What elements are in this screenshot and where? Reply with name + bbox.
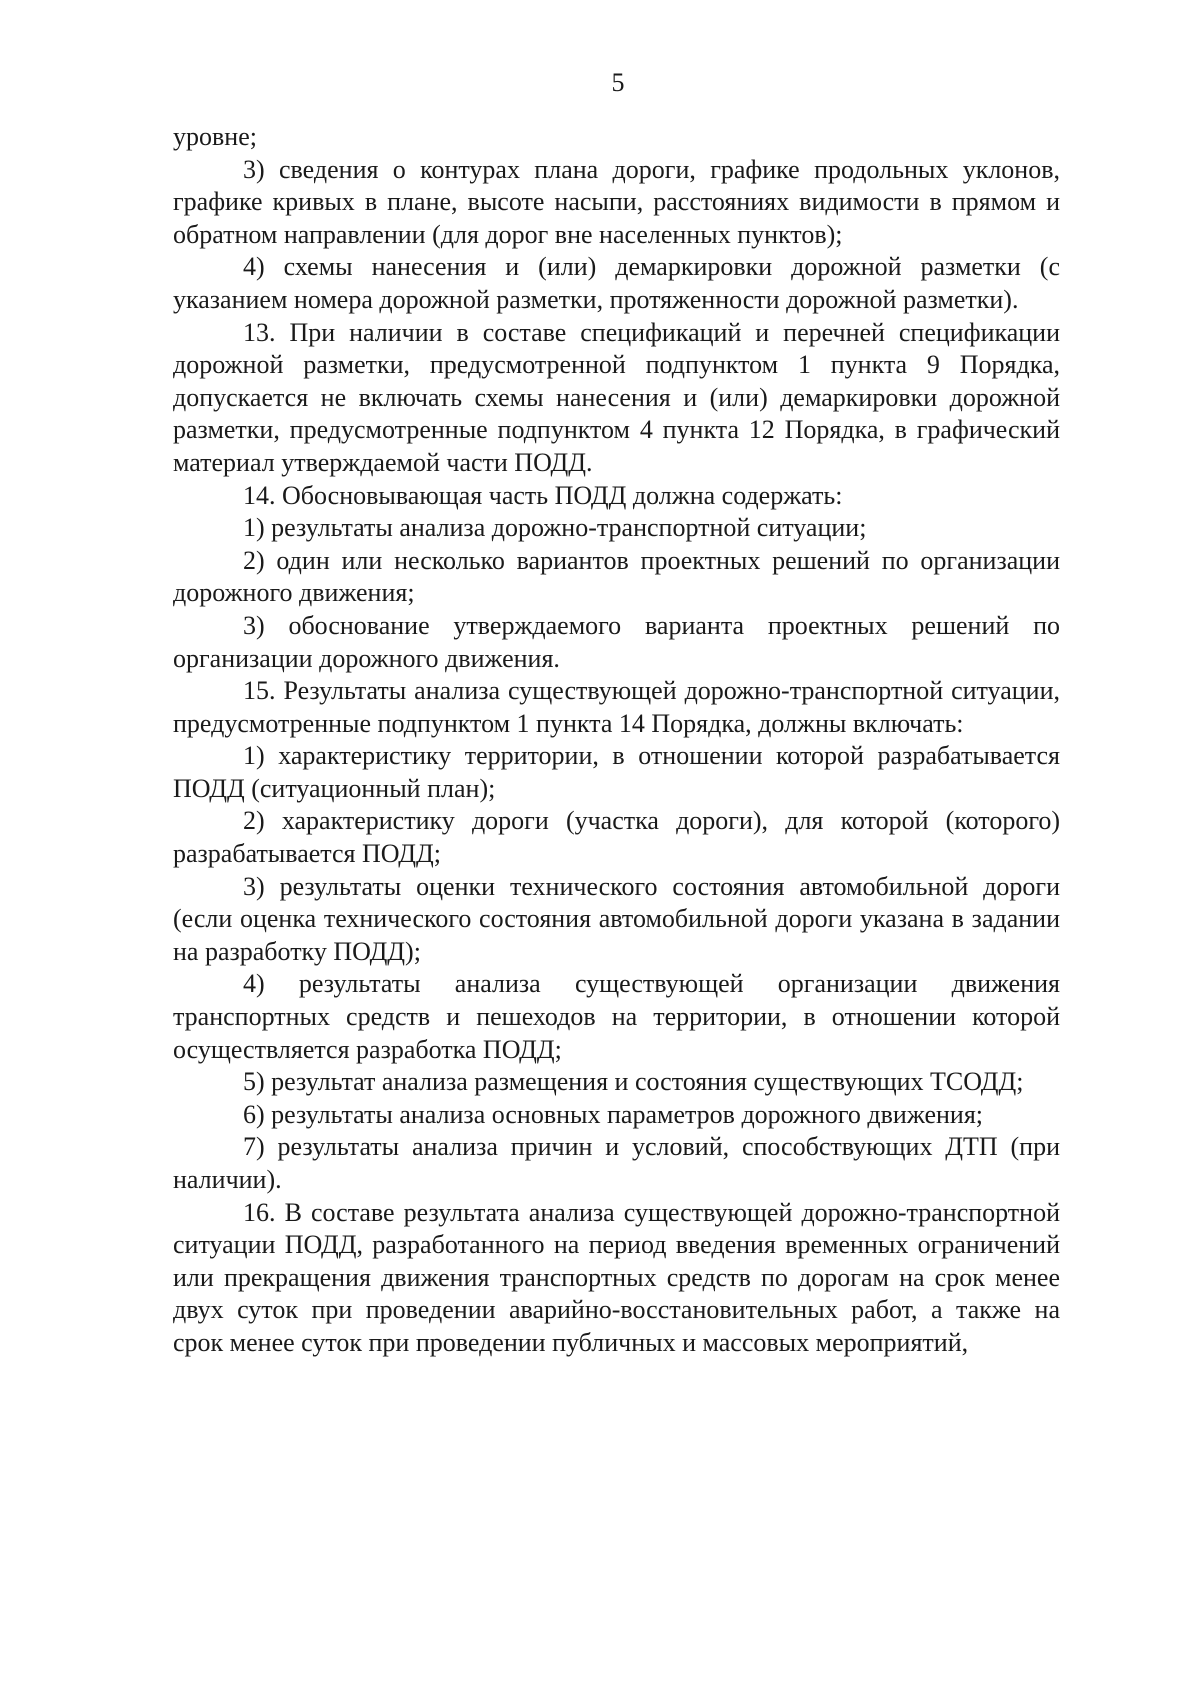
paragraph-clause-14-item-3: 3) обоснование утверждаемого варианта проектных решений по организации дорожного движения. — [173, 610, 1060, 673]
paragraph-item-4-marking-schemes: 4) схемы нанесения и (или) демаркировки дорожной разметки (с указанием номера дорожной разметки, протяженности дорожной разметки). — [173, 252, 1060, 314]
paragraph-clause-14-item-1: 1) результаты анализа дорожно-транспортной ситуации; — [243, 513, 867, 543]
paragraph-clause-15: 15. Результаты анализа существующей дорожно-транспортной ситуации, предусмотренные подпунктом 1 пункта 14 Порядка, должны включать: — [173, 676, 1060, 738]
paragraph-continuation: уровне; — [173, 122, 257, 151]
paragraph-clause-15-item-3: 3) результаты оценки технического состояния автомобильной дороги (если оценка технического состояния автомобильной дороги указана в задании на разработку ПОДД); — [173, 871, 1060, 966]
paragraph-clause-13: 13. При наличии в составе спецификаций и перечней спецификации дорожной разметки, предусмотренной подпунктом 1 пункта 9 Порядка, допускается не включать схемы нанесения и (или) демаркировки дорожной разметки, предусмотренные подпунктом 4 пункта 12 Порядка, в графический материал утверждаемой части ПОДД. — [173, 317, 1060, 477]
document-body — [173, 121, 1060, 1360]
paragraph-clause-15-item-4: 4) результаты анализа существующей организации движения транспортных средств и пешеходов на территории, в отношении которой осуществляется разработка ПОДД; — [173, 969, 1060, 1064]
paragraph-clause-14: 14. Обосновывающая часть ПОДД должна содержать: — [243, 480, 843, 510]
paragraph-clause-15-item-1: 1) характеристику территории, в отношении которой разрабатывается ПОДД (ситуационный план); — [173, 741, 1060, 803]
paragraph-clause-15-item-5: 5) результат анализа размещения и состояния существующих ТСОДД; — [243, 1067, 1024, 1097]
paragraph-clause-15-item-2: 2) характеристику дороги (участка дороги), для которой (которого) разрабатывается ПОДД; — [173, 806, 1060, 869]
paragraph-clause-16: 16. В составе результата анализа существующей дорожно-транспортной ситуации ПОДД, разработанного на период введения временных ограничений или прекращения движения транспортных средств по дорогам на срок менее двух суток при проведении аварийно-восстановительных работ, а также на срок менее суток при проведении публичных и массовых мероприятий, — [173, 1197, 1060, 1357]
paragraph-item-3-road-plan: 3) сведения о контурах плана дороги, графике продольных уклонов, графике кривых в плане, высоте насыпи, расстояниях видимости в прямом и обратном направлении (для дорог вне населенных пунктов); — [173, 154, 1060, 249]
page-number: 5 — [611, 68, 625, 97]
paragraph-clause-14-item-2: 2) один или несколько вариантов проектных решений по организации дорожного движения; — [173, 545, 1060, 608]
paragraph-clause-15-item-6: 6) результаты анализа основных параметров дорожного движения; — [243, 1099, 984, 1129]
paragraph-clause-15-item-7: 7) результаты анализа причин и условий, способствующих ДТП (при наличии). — [173, 1132, 1060, 1194]
